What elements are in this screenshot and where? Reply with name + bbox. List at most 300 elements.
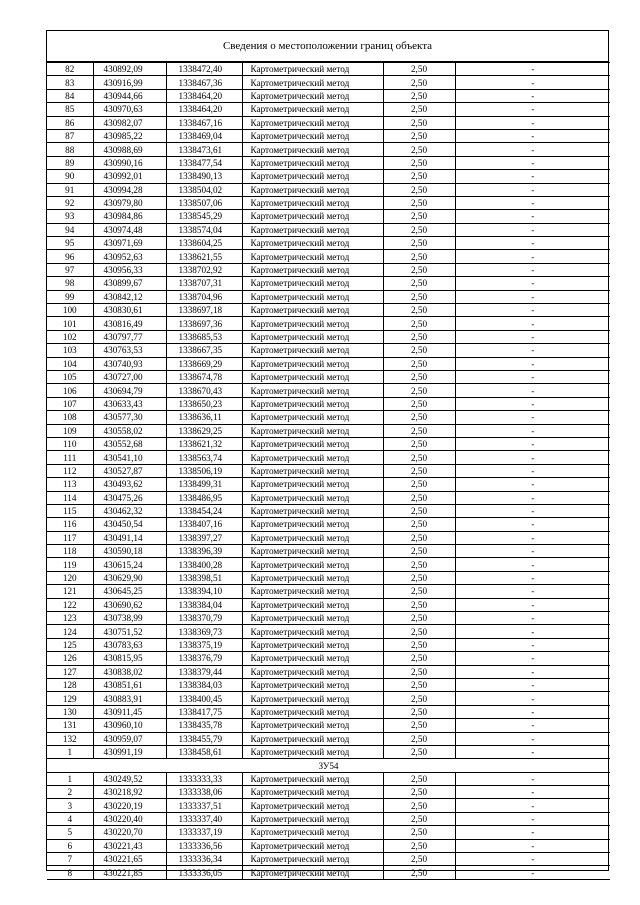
y-coordinate-cell: 1338604,25	[166, 237, 242, 250]
x-coordinate-cell: 430830,61	[93, 304, 166, 317]
accuracy-cell: 2,50	[383, 799, 455, 812]
accuracy-cell: 2,50	[383, 719, 455, 732]
accuracy-cell: 2,50	[383, 263, 455, 276]
table-row	[47, 678, 610, 691]
point-number-cell: 117	[47, 531, 93, 544]
method-cell: Картометрический метод	[242, 129, 383, 142]
x-coordinate-cell: 430960,10	[93, 719, 166, 732]
point-number-cell: 88	[47, 143, 93, 156]
y-coordinate-cell: 1333336,34	[166, 853, 242, 866]
x-coordinate-cell: 430221,43	[93, 839, 166, 852]
x-coordinate-cell: 430493,62	[93, 478, 166, 491]
x-coordinate-cell: 430984,86	[93, 210, 166, 223]
table-row	[47, 478, 610, 491]
accuracy-cell: 2,50	[383, 330, 455, 343]
y-coordinate-cell: 1338704,96	[166, 290, 242, 303]
point-number-cell: 90	[47, 170, 93, 183]
table-row	[47, 129, 610, 142]
x-coordinate-cell: 430899,67	[93, 277, 166, 290]
method-cell: Картометрический метод	[242, 745, 383, 758]
point-number-cell: 2	[47, 786, 93, 799]
x-coordinate-cell: 430249,52	[93, 772, 166, 785]
point-number-cell: 114	[47, 491, 93, 504]
description-cell: -	[455, 170, 610, 183]
method-cell: Картометрический метод	[242, 571, 383, 584]
table-row	[47, 196, 610, 209]
x-coordinate-cell: 430577,30	[93, 411, 166, 424]
table-row	[47, 424, 610, 437]
y-coordinate-cell: 1338636,11	[166, 411, 242, 424]
point-number-cell: 8	[47, 866, 93, 879]
method-cell: Картометрический метод	[242, 183, 383, 196]
point-number-cell: 110	[47, 437, 93, 450]
x-coordinate-cell: 430911,45	[93, 705, 166, 718]
x-coordinate-cell: 430590,18	[93, 545, 166, 558]
accuracy-cell: 2,50	[383, 370, 455, 383]
y-coordinate-cell: 1338702,92	[166, 263, 242, 276]
method-cell: Картометрический метод	[242, 678, 383, 691]
point-number-cell: 127	[47, 665, 93, 678]
point-number-cell: 93	[47, 210, 93, 223]
accuracy-cell: 2,50	[383, 598, 455, 611]
table-row	[47, 277, 610, 290]
y-coordinate-cell: 1338467,36	[166, 76, 242, 89]
boundary-document	[46, 30, 609, 878]
point-number-cell: 87	[47, 129, 93, 142]
section-label: ЗУ54	[47, 759, 610, 772]
accuracy-cell: 2,50	[383, 183, 455, 196]
method-cell: Картометрический метод	[242, 317, 383, 330]
accuracy-cell: 2,50	[383, 196, 455, 209]
description-cell: -	[455, 290, 610, 303]
x-coordinate-cell: 430727,00	[93, 370, 166, 383]
point-number-cell: 130	[47, 705, 93, 718]
accuracy-cell: 2,50	[383, 170, 455, 183]
method-cell: Картометрический метод	[242, 370, 383, 383]
accuracy-cell: 2,50	[383, 103, 455, 116]
accuracy-cell: 2,50	[383, 692, 455, 705]
method-cell: Картометрический метод	[242, 839, 383, 852]
table-row	[47, 397, 610, 410]
x-coordinate-cell: 430690,62	[93, 598, 166, 611]
x-coordinate-cell: 430629,90	[93, 571, 166, 584]
point-number-cell: 123	[47, 612, 93, 625]
description-cell: -	[455, 370, 610, 383]
accuracy-cell: 2,50	[383, 451, 455, 464]
x-coordinate-cell: 430916,99	[93, 76, 166, 89]
method-cell: Картометрический метод	[242, 223, 383, 236]
point-number-cell: 3	[47, 799, 93, 812]
table-row	[47, 692, 610, 705]
method-cell: Картометрический метод	[242, 290, 383, 303]
accuracy-cell: 2,50	[383, 745, 455, 758]
accuracy-cell: 2,50	[383, 397, 455, 410]
method-cell: Картометрический метод	[242, 143, 383, 156]
method-cell: Картометрический метод	[242, 652, 383, 665]
y-coordinate-cell: 1338394,10	[166, 585, 242, 598]
y-coordinate-cell: 1338384,04	[166, 598, 242, 611]
accuracy-cell: 2,50	[383, 357, 455, 370]
accuracy-cell: 2,50	[383, 290, 455, 303]
description-cell: -	[455, 719, 610, 732]
description-cell: -	[455, 745, 610, 758]
x-coordinate-cell: 430221,85	[93, 866, 166, 879]
y-coordinate-cell: 1338574,04	[166, 223, 242, 236]
x-coordinate-cell: 430971,69	[93, 237, 166, 250]
point-number-cell: 98	[47, 277, 93, 290]
table-row	[47, 210, 610, 223]
description-cell: -	[455, 76, 610, 89]
accuracy-cell: 2,50	[383, 210, 455, 223]
y-coordinate-cell: 1338398,51	[166, 571, 242, 584]
description-cell: -	[455, 625, 610, 638]
method-cell: Картометрический метод	[242, 277, 383, 290]
description-cell: -	[455, 772, 610, 785]
description-cell: -	[455, 143, 610, 156]
point-number-cell: 126	[47, 652, 93, 665]
description-cell: -	[455, 250, 610, 263]
description-cell: -	[455, 812, 610, 825]
description-cell: -	[455, 237, 610, 250]
description-cell: -	[455, 344, 610, 357]
accuracy-cell: 2,50	[383, 304, 455, 317]
y-coordinate-cell: 1338454,24	[166, 504, 242, 517]
y-coordinate-cell: 1338507,06	[166, 196, 242, 209]
description-cell: -	[455, 263, 610, 276]
y-coordinate-cell: 1338464,20	[166, 103, 242, 116]
description-cell: -	[455, 384, 610, 397]
table-row	[47, 451, 610, 464]
method-cell: Картометрический метод	[242, 237, 383, 250]
table-row	[47, 464, 610, 477]
description-cell: -	[455, 304, 610, 317]
table-row	[47, 558, 610, 571]
accuracy-cell: 2,50	[383, 344, 455, 357]
y-coordinate-cell: 1338563,74	[166, 451, 242, 464]
accuracy-cell: 2,50	[383, 531, 455, 544]
description-cell: -	[455, 437, 610, 450]
point-number-cell: 125	[47, 638, 93, 651]
point-number-cell: 132	[47, 732, 93, 745]
table-row	[47, 290, 610, 303]
accuracy-cell: 2,50	[383, 812, 455, 825]
point-number-cell: 119	[47, 558, 93, 571]
point-number-cell: 112	[47, 464, 93, 477]
table-row	[47, 705, 610, 718]
y-coordinate-cell: 1338697,18	[166, 304, 242, 317]
method-cell: Картометрический метод	[242, 598, 383, 611]
table-row	[47, 103, 610, 116]
x-coordinate-cell: 430218,92	[93, 786, 166, 799]
y-coordinate-cell: 1338545,29	[166, 210, 242, 223]
point-number-cell: 102	[47, 330, 93, 343]
y-coordinate-cell: 1338499,31	[166, 478, 242, 491]
y-coordinate-cell: 1333336,56	[166, 839, 242, 852]
table-row	[47, 384, 610, 397]
point-number-cell: 96	[47, 250, 93, 263]
point-number-cell: 94	[47, 223, 93, 236]
table-row	[47, 799, 610, 812]
x-coordinate-cell: 430952,63	[93, 250, 166, 263]
point-number-cell: 85	[47, 103, 93, 116]
description-cell: -	[455, 585, 610, 598]
point-number-cell: 99	[47, 290, 93, 303]
description-cell: -	[455, 826, 610, 839]
method-cell: Картометрический метод	[242, 464, 383, 477]
accuracy-cell: 2,50	[383, 705, 455, 718]
table-row	[47, 826, 610, 839]
accuracy-cell: 2,50	[383, 156, 455, 169]
accuracy-cell: 2,50	[383, 223, 455, 236]
method-cell: Картометрический метод	[242, 518, 383, 531]
method-cell: Картометрический метод	[242, 330, 383, 343]
table-row	[47, 63, 610, 76]
accuracy-cell: 2,50	[383, 571, 455, 584]
y-coordinate-cell: 1338490,13	[166, 170, 242, 183]
x-coordinate-cell: 430552,68	[93, 437, 166, 450]
accuracy-cell: 2,50	[383, 839, 455, 852]
coordinates-table-body	[47, 63, 610, 880]
method-cell: Картометрический метод	[242, 263, 383, 276]
point-number-cell: 111	[47, 451, 93, 464]
description-cell: -	[455, 853, 610, 866]
x-coordinate-cell: 430982,07	[93, 116, 166, 129]
table-row	[47, 745, 610, 758]
description-cell: -	[455, 504, 610, 517]
description-cell: -	[455, 317, 610, 330]
description-cell: -	[455, 665, 610, 678]
table-row	[47, 545, 610, 558]
accuracy-cell: 2,50	[383, 384, 455, 397]
point-number-cell: 89	[47, 156, 93, 169]
y-coordinate-cell: 1338486,95	[166, 491, 242, 504]
description-cell: -	[455, 129, 610, 142]
method-cell: Картометрический метод	[242, 812, 383, 825]
table-row	[47, 143, 610, 156]
description-cell: -	[455, 866, 610, 879]
x-coordinate-cell: 430763,53	[93, 344, 166, 357]
description-cell: -	[455, 183, 610, 196]
table-row	[47, 183, 610, 196]
description-cell: -	[455, 63, 610, 76]
accuracy-cell: 2,50	[383, 478, 455, 491]
method-cell: Картометрический метод	[242, 719, 383, 732]
y-coordinate-cell: 1338674,78	[166, 370, 242, 383]
y-coordinate-cell: 1338458,61	[166, 745, 242, 758]
point-number-cell: 113	[47, 478, 93, 491]
x-coordinate-cell: 430990,16	[93, 156, 166, 169]
method-cell: Картометрический метод	[242, 853, 383, 866]
accuracy-cell: 2,50	[383, 652, 455, 665]
description-cell: -	[455, 518, 610, 531]
accuracy-cell: 2,50	[383, 504, 455, 517]
x-coordinate-cell: 430892,09	[93, 63, 166, 76]
y-coordinate-cell: 1338464,20	[166, 89, 242, 102]
point-number-cell: 92	[47, 196, 93, 209]
method-cell: Картометрический метод	[242, 344, 383, 357]
y-coordinate-cell: 1333337,19	[166, 826, 242, 839]
method-cell: Картометрический метод	[242, 866, 383, 879]
accuracy-cell: 2,50	[383, 732, 455, 745]
x-coordinate-cell: 430221,65	[93, 853, 166, 866]
accuracy-cell: 2,50	[383, 518, 455, 531]
method-cell: Картометрический метод	[242, 116, 383, 129]
x-coordinate-cell: 430645,25	[93, 585, 166, 598]
x-coordinate-cell: 430959,07	[93, 732, 166, 745]
point-number-cell: 108	[47, 411, 93, 424]
table-row	[47, 330, 610, 343]
table-row	[47, 625, 610, 638]
accuracy-cell: 2,50	[383, 317, 455, 330]
description-cell: -	[455, 451, 610, 464]
description-cell: -	[455, 531, 610, 544]
description-cell: -	[455, 652, 610, 665]
table-row	[47, 170, 610, 183]
x-coordinate-cell: 430991,19	[93, 745, 166, 758]
x-coordinate-cell: 430220,70	[93, 826, 166, 839]
accuracy-cell: 2,50	[383, 585, 455, 598]
table-row	[47, 585, 610, 598]
table-row	[47, 357, 610, 370]
y-coordinate-cell: 1338370,79	[166, 612, 242, 625]
table-row	[47, 598, 610, 611]
x-coordinate-cell: 430615,24	[93, 558, 166, 571]
point-number-cell: 116	[47, 518, 93, 531]
table-row	[47, 732, 610, 745]
method-cell: Картометрический метод	[242, 63, 383, 76]
x-coordinate-cell: 430992,01	[93, 170, 166, 183]
x-coordinate-cell: 430944,66	[93, 89, 166, 102]
method-cell: Картометрический метод	[242, 625, 383, 638]
point-number-cell: 97	[47, 263, 93, 276]
method-cell: Картометрический метод	[242, 692, 383, 705]
description-cell: -	[455, 705, 610, 718]
x-coordinate-cell: 430816,49	[93, 317, 166, 330]
description-cell: -	[455, 223, 610, 236]
table-row	[47, 156, 610, 169]
description-cell: -	[455, 638, 610, 651]
x-coordinate-cell: 430450,54	[93, 518, 166, 531]
table-row	[47, 223, 610, 236]
description-cell: -	[455, 678, 610, 691]
method-cell: Картометрический метод	[242, 170, 383, 183]
description-cell: -	[455, 210, 610, 223]
x-coordinate-cell: 430985,22	[93, 129, 166, 142]
y-coordinate-cell: 1338435,78	[166, 719, 242, 732]
y-coordinate-cell: 1333333,33	[166, 772, 242, 785]
y-coordinate-cell: 1338467,16	[166, 116, 242, 129]
x-coordinate-cell: 430220,19	[93, 799, 166, 812]
x-coordinate-cell: 430633,43	[93, 397, 166, 410]
y-coordinate-cell: 1338379,44	[166, 665, 242, 678]
y-coordinate-cell: 1338667,35	[166, 344, 242, 357]
accuracy-cell: 2,50	[383, 826, 455, 839]
point-number-cell: 7	[47, 853, 93, 866]
y-coordinate-cell: 1338472,40	[166, 63, 242, 76]
point-number-cell: 128	[47, 678, 93, 691]
method-cell: Картометрический метод	[242, 250, 383, 263]
x-coordinate-cell: 430783,63	[93, 638, 166, 651]
method-cell: Картометрический метод	[242, 799, 383, 812]
description-cell: -	[455, 156, 610, 169]
description-cell: -	[455, 103, 610, 116]
description-cell: -	[455, 397, 610, 410]
y-coordinate-cell: 1338621,32	[166, 437, 242, 450]
point-number-cell: 83	[47, 76, 93, 89]
description-cell: -	[455, 692, 610, 705]
accuracy-cell: 2,50	[383, 89, 455, 102]
description-cell: -	[455, 357, 610, 370]
accuracy-cell: 2,50	[383, 411, 455, 424]
y-coordinate-cell: 1333336,05	[166, 866, 242, 879]
method-cell: Картометрический метод	[242, 304, 383, 317]
table-row	[47, 571, 610, 584]
description-cell: -	[455, 545, 610, 558]
accuracy-cell: 2,50	[383, 424, 455, 437]
coordinates-table	[47, 62, 610, 880]
table-row	[47, 304, 610, 317]
accuracy-cell: 2,50	[383, 772, 455, 785]
y-coordinate-cell: 1338685,53	[166, 330, 242, 343]
accuracy-cell: 2,50	[383, 853, 455, 866]
description-cell: -	[455, 598, 610, 611]
point-number-cell: 118	[47, 545, 93, 558]
y-coordinate-cell: 1338375,19	[166, 638, 242, 651]
accuracy-cell: 2,50	[383, 612, 455, 625]
point-number-cell: 122	[47, 598, 93, 611]
table-row	[47, 812, 610, 825]
y-coordinate-cell: 1338621,55	[166, 250, 242, 263]
table-row	[47, 237, 610, 250]
y-coordinate-cell: 1338697,36	[166, 317, 242, 330]
accuracy-cell: 2,50	[383, 678, 455, 691]
method-cell: Картометрический метод	[242, 89, 383, 102]
point-number-cell: 5	[47, 826, 93, 839]
method-cell: Картометрический метод	[242, 786, 383, 799]
method-cell: Картометрический метод	[242, 196, 383, 209]
method-cell: Картометрический метод	[242, 531, 383, 544]
point-number-cell: 115	[47, 504, 93, 517]
table-row	[47, 411, 610, 424]
table-row	[47, 89, 610, 102]
accuracy-cell: 2,50	[383, 491, 455, 504]
description-cell: -	[455, 558, 610, 571]
accuracy-cell: 2,50	[383, 76, 455, 89]
y-coordinate-cell: 1338477,54	[166, 156, 242, 169]
table-row	[47, 263, 610, 276]
point-number-cell: 101	[47, 317, 93, 330]
point-number-cell: 6	[47, 839, 93, 852]
method-cell: Картометрический метод	[242, 397, 383, 410]
method-cell: Картометрический метод	[242, 210, 383, 223]
y-coordinate-cell: 1338376,79	[166, 652, 242, 665]
x-coordinate-cell: 430740,93	[93, 357, 166, 370]
table-row	[47, 853, 610, 866]
method-cell: Картометрический метод	[242, 638, 383, 651]
method-cell: Картометрический метод	[242, 424, 383, 437]
method-cell: Картометрический метод	[242, 705, 383, 718]
accuracy-cell: 2,50	[383, 866, 455, 879]
method-cell: Картометрический метод	[242, 665, 383, 678]
accuracy-cell: 2,50	[383, 250, 455, 263]
point-number-cell: 4	[47, 812, 93, 825]
accuracy-cell: 2,50	[383, 464, 455, 477]
table-row	[47, 317, 610, 330]
point-number-cell: 103	[47, 344, 93, 357]
method-cell: Картометрический метод	[242, 103, 383, 116]
table-row	[47, 786, 610, 799]
accuracy-cell: 2,50	[383, 545, 455, 558]
